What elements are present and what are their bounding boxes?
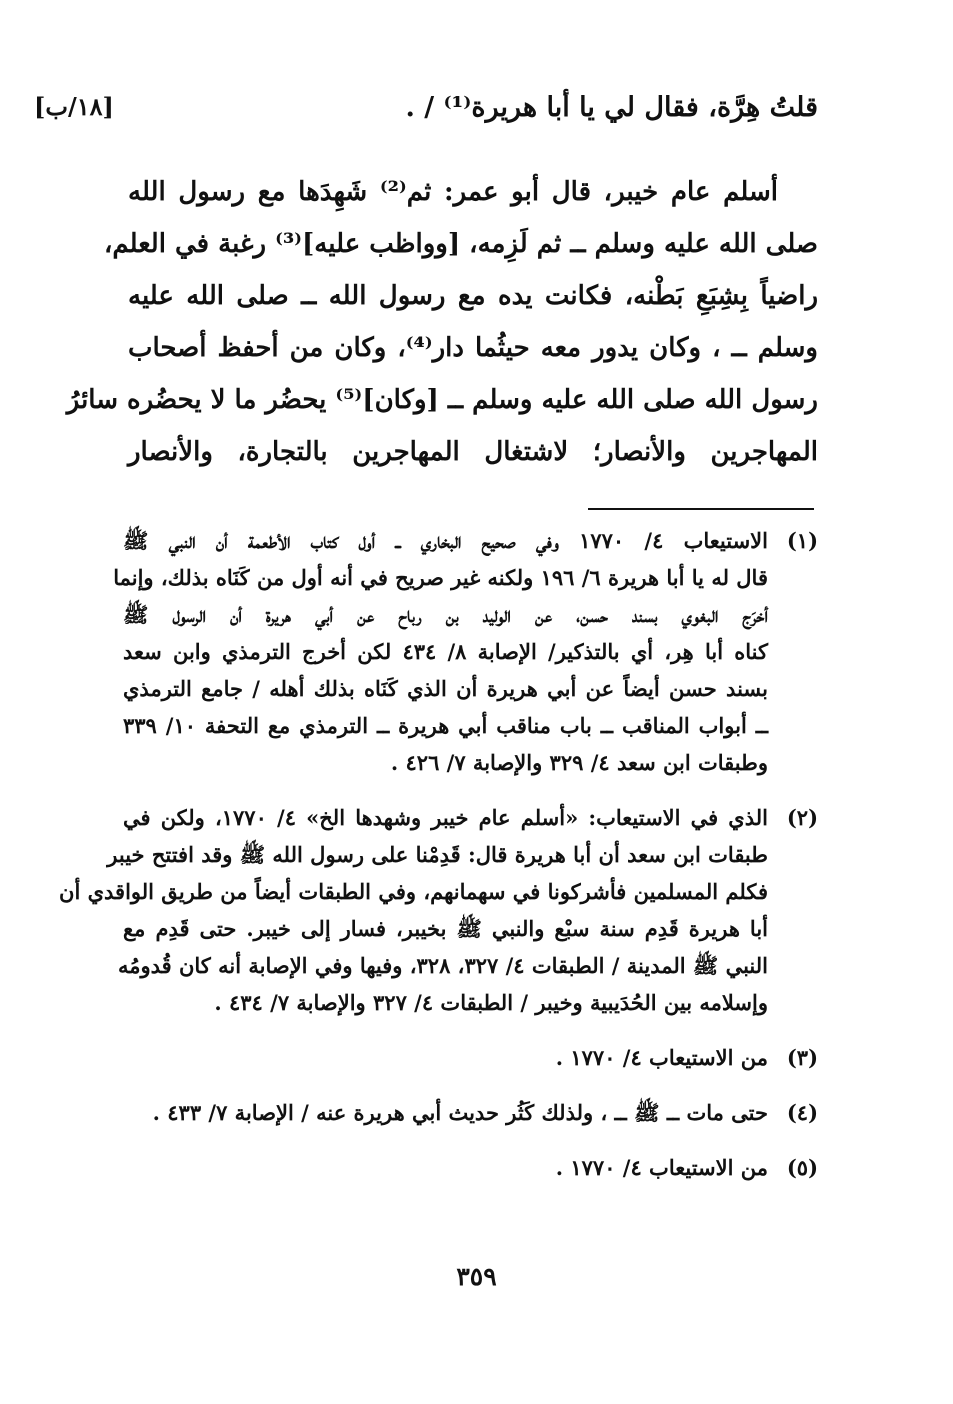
footnote-number: (٢) <box>786 805 818 830</box>
footnote-line: وطبقات ابن سعد ٤/ ٣٢٩ والإصابة ٧/ ٤٢٦ . <box>390 750 768 775</box>
footnote-line: أخرَج البغوي بسند حسن، عن الوليد بن رباح عن أبي هريرة أن الرسول ﷺ <box>123 602 768 627</box>
footnote-line: الاستيعاب ٤/ ١٧٧٠ وفي صحيح البخاري ــ أول كتاب الأطعمة أن النبي ﷺ <box>123 528 768 553</box>
footnote-3 <box>123 1039 818 1076</box>
footnote-4 <box>123 1094 818 1131</box>
folio-marker: [١٨/ب] <box>34 92 114 121</box>
footnote-2 <box>59 799 818 1021</box>
page-number: ٣٥٩ <box>456 1262 497 1291</box>
footnote-number: (١) <box>786 528 818 553</box>
footnote-line: من الاستيعاب ٤/ ١٧٧٠ . <box>555 1045 768 1070</box>
footnotes <box>59 522 818 1204</box>
main-text-line: صلى الله عليه وسلم ــ ثم لَزِمه، [وواظب عليه]⁽³⁾ رغبة في العلم، <box>103 229 818 259</box>
footnote-line: حتى مات ــ ﷺ ــ ، ولذلك كَثُر حديث أبي هريرة عنه / الإصابة ٧/ ٤٣٣ . <box>152 1100 768 1125</box>
footnote-line: أبا هريرة قَدِم سنة سبْع والنبي ﷺ بخيبر، فسار إلى خيبر. حتى قَدِم مع <box>123 916 768 941</box>
footnote-number: (٤) <box>786 1100 818 1125</box>
main-text-line: وسلم ــ ، وكان يدور معه حيثُما دار⁽⁴⁾، وكان من أحفظ أصحاب <box>128 333 818 363</box>
main-text <box>66 166 818 478</box>
main-text-line: رسول الله صلى الله عليه وسلم ــ [وكان]⁽⁵⁾ يحضُر ما لا يحضُره سائرُ <box>66 385 818 415</box>
footnote-line: كناه أبا هِر، أي بالتذكير/ الإصابة ٨/ ٤٣٤ لكن أخرج الترمذي وابن سعد <box>123 639 768 664</box>
footnote-1 <box>113 522 818 781</box>
footnote-line: وإسلامه بين الحُدَيبية وخيبر / الطبقات ٤/ ٣٢٧ والإصابة ٧/ ٤٣٤ . <box>214 990 768 1015</box>
footnote-line: فكلم المسلمين فأشركونا في سهمانهم، وفي الطبقات أيضاً من طريق الواقدي أن <box>59 879 768 904</box>
main-text-line: أسلم عام خيبر، قال أبو عمر: ثم⁽²⁾ شَهِدَها مع رسول الله <box>128 177 779 207</box>
footnote-line: بسند حسن أيضاً عن أبي هريرة أن الذي كَنَاه بذلك أهله / جامع الترمذي <box>123 676 768 701</box>
continuation-line: قلتُ هِرَّة، فقال لي يا أبا هريرة⁽¹⁾ / . <box>405 92 818 123</box>
footnote-number: (٥) <box>786 1155 818 1180</box>
footnote-line: الذي في الاستيعاب: «أسلم عام خيبر وشهدها الخ» ٤/ ١٧٧٠، ولكن في <box>123 805 769 830</box>
main-text-line: المهاجرين والأنصار؛ لاشتغال المهاجرين بالتجارة، والأنصار <box>128 437 818 467</box>
footnote-line: قال له يا أبا هريرة ٦/ ١٩٦ ولكنه غير صريح في أنه أول من كَنَاه بذلك، وإنما <box>113 565 768 590</box>
footnote-line: طبقات ابن سعد أن أبا هريرة قال: قَدِمْنا على رسول الله ﷺ وقد افتتح خيبر <box>107 842 768 867</box>
footnote-number: (٣) <box>786 1045 818 1070</box>
footnote-line: من الاستيعاب ٤/ ١٧٧٠ . <box>555 1155 768 1180</box>
main-text-line: راضياً بِشِبَعِ بَطْنه، فكانت يده مع رسول الله ــ صلى الله عليه <box>128 281 818 311</box>
footnote-5 <box>123 1149 818 1186</box>
footnote-line: النبي ﷺ المدينة / الطبقات ٤/ ٣٢٧، ٣٢٨، وفيها وفي الإصابة أنه كان قُدومُه <box>117 953 768 978</box>
footnote-separator <box>588 508 814 510</box>
footnote-line: ــ أبواب المناقب ــ باب مناقب أبي هريرة ــ الترمذي مع التحفة ١٠/ ٣٣٩ <box>123 713 769 738</box>
